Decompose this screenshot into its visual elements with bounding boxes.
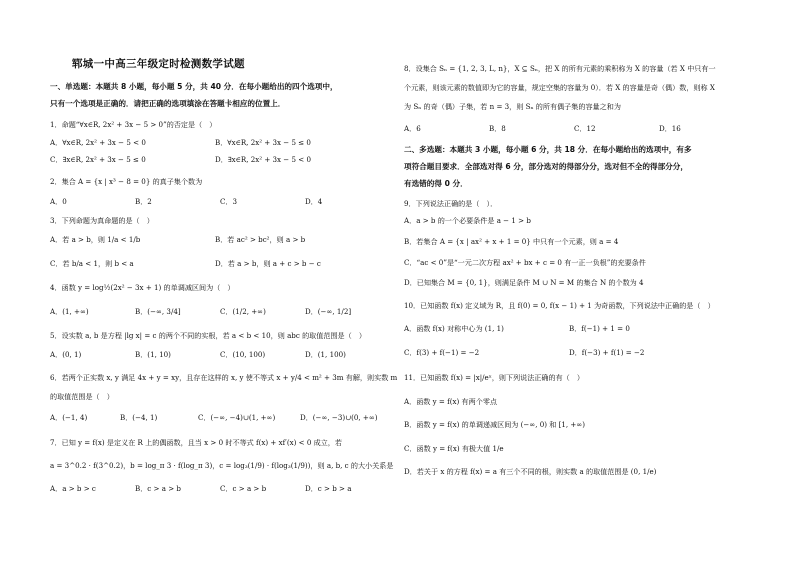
option-c: C．(10, 100) — [220, 350, 266, 359]
option-b: B．2 — [135, 197, 152, 206]
question-11-option-a: A．函数 y = f(x) 有两个零点 — [404, 397, 498, 406]
section-2-heading: 二、多选题：本题共 3 小题，每小题 6 分，共 18 分．在每小题给出的选项中，有多 — [404, 145, 692, 154]
option-b: B．∀x∈R, 2x² + 3x − 5 ≤ 0 — [215, 138, 311, 147]
option-d: D．(1, 100) — [305, 350, 346, 359]
question-9: 9．下列说法正确的是（ ）． — [404, 199, 498, 208]
option-d: D．(−∞, −3)∪(0, +∞) — [300, 413, 378, 422]
option-a: A．0 — [50, 197, 67, 206]
option-c: C．若 b/a < 1，则 b < a — [50, 259, 134, 268]
question-8: 8．设集合 Sₙ = {1, 2, 3, L, n}，X ⊆ Sₙ，把 X 的所有元素的乘积称为 X 的容量（若 X 中只有一 — [404, 64, 716, 73]
question-9-option-b: B．若集合 A = {x | ax² + x + 1 = 0} 中只有一个元素，则 a = 4 — [404, 237, 619, 246]
question-8-cont2: 为 Sₙ 的奇（偶）子集，若 n = 3，则 Sₙ 的所有偶子集的容量之和为 — [404, 102, 621, 111]
option-a: A．函数 f(x) 对称中心为 (1, 1) — [404, 324, 504, 333]
option-b: B．(−∞, 3/4] — [135, 307, 181, 316]
question-6-cont: 的取值范围是（ ） — [50, 392, 114, 401]
option-c: C．(1/2, +∞) — [220, 307, 266, 316]
option-c: C．12 — [574, 124, 596, 133]
option-b: B．(1, 10) — [135, 350, 171, 359]
option-a: A．6 — [404, 124, 421, 133]
question-2: 2．集合 A = {x | x³ − 8 = 0} 的真子集个数为 — [50, 177, 203, 186]
question-9-option-d: D．已知集合 M = {0, 1}，则满足条件 M ∪ N = M 的集合 N 的个数为 4 — [404, 278, 644, 287]
option-d: D．c > b > a — [305, 484, 352, 493]
question-10: 10．已知函数 f(x) 定义域为 R，且 f(0) = 0, f(x − 1) + 1 为奇函数，下列说法中正确的是（ ） — [404, 301, 715, 310]
question-3-options-row2 — [50, 259, 390, 269]
option-d: D．(−∞, 1/2] — [305, 307, 352, 316]
option-d: D．4 — [305, 197, 323, 206]
option-d: D．若 a > b，则 a + c > b − c — [215, 259, 321, 268]
option-b: B．(−4, 1) — [120, 413, 158, 422]
option-d: D．16 — [659, 124, 681, 133]
option-c: C．(−∞, −4)∪(1, +∞) — [198, 413, 276, 422]
option-d: D．∃x∈R, 2x² + 3x − 5 < 0 — [215, 155, 311, 164]
question-1-options-row2 — [50, 155, 390, 165]
option-a: A．(−1, 4) — [50, 413, 88, 422]
option-b: B．若 ac² > bc²，则 a > b — [215, 235, 306, 244]
section-1-heading-cont: 只有一个选项是正确的．请把正确的选项填涂在答题卡相应的位置上． — [50, 99, 286, 108]
option-a: A．(1, +∞) — [50, 307, 89, 316]
question-7-options — [50, 484, 390, 494]
option-b: B．8 — [489, 124, 506, 133]
option-c: C．∃x∈R, 2x² + 3x − 5 ≤ 0 — [50, 155, 146, 164]
question-11-option-d: D．若关于 x 的方程 f(x) = a 有三个不同的根，则实数 a 的取值范围是 (0, 1/e) — [404, 467, 657, 476]
question-11-option-c: C．函数 y = f(x) 有极大值 1/e — [404, 444, 504, 453]
section-2-heading-cont2: 有选错的得 0 分． — [404, 179, 468, 188]
question-6: 6．若两个正实数 x, y 满足 4x + y = xy，且存在这样的 x, y 使不等式 x + y/4 < m² + 3m 有解，则实数 m — [50, 373, 398, 382]
question-9-option-a: A．a > b 的一个必要条件是 a − 1 > b — [404, 216, 531, 225]
question-7: 7．已知 y = f(x) 是定义在 R 上的偶函数，且当 x > 0 时不等式 f(x) + xf′(x) < 0 成立，若 — [50, 438, 342, 447]
question-1: 1．命题“∀x∈R, 2x² + 3x − 5 > 0”的否定是（ ） — [50, 120, 217, 129]
question-6-options — [50, 413, 390, 423]
option-c: C．f(3) + f(−1) = −2 — [404, 348, 480, 357]
question-10-options-row1 — [404, 324, 744, 334]
option-c: C．3 — [220, 197, 238, 206]
question-3-options-row1 — [50, 235, 390, 245]
question-1-options-row1 — [50, 138, 390, 148]
question-10-options-row2 — [404, 348, 744, 358]
option-b: B．f(−1) + 1 = 0 — [569, 324, 630, 333]
question-5: 5．设实数 a, b 是方程 |lg x| = c 的两个不同的实根，若 a < b < 10，则 abc 的取值范围是（ ） — [50, 331, 366, 340]
option-c: C．c > a > b — [220, 484, 267, 493]
question-2-options — [50, 197, 390, 207]
question-11: 11．已知函数 f(x) = |x|/eˣ，则下列说法正确的有（ ） — [404, 373, 584, 382]
section-1-heading: 一、单选题：本题共 8 小题，每小题 5 分，共 40 分．在每小题给出的四个选项中， — [50, 82, 338, 91]
question-3: 3．下列命题为真命题的是（ ） — [50, 216, 154, 225]
section-2-heading-cont1: 项符合题目要求．全部选对得 6 分，部分选对的得部分分，选对但不全的得部分分， — [404, 162, 688, 171]
option-a: A．若 a > b，则 1/a < 1/b — [50, 235, 141, 244]
question-11-option-b: B．函数 y = f(x) 的单调递减区间为 (−∞, 0) 和 [1, +∞) — [404, 420, 586, 429]
question-8-options — [404, 124, 744, 134]
question-4-options — [50, 307, 390, 317]
question-5-options — [50, 350, 390, 360]
option-d: D．f(−3) + f(1) = −2 — [569, 348, 645, 357]
option-a: A．(0, 1) — [50, 350, 82, 359]
page-title: 郓城一中高三年级定时检测数学试题 — [72, 58, 245, 70]
question-8-cont1: 个元素，则该元素的数值即为它的容量，规定空集的容量为 0）．若 X 的容量是奇（偶）数，则称 X — [404, 83, 715, 92]
question-4: 4．函数 y = log½(2x² − 3x + 1) 的单调减区间为（ ） — [50, 283, 235, 292]
option-a: A．∀x∈R, 2x² + 3x − 5 < 0 — [50, 138, 146, 147]
option-a: A．a > b > c — [50, 484, 96, 493]
question-9-option-c: C．“ac < 0”是“一元二次方程 ax² + bx + c = 0 有一正一负根”的充要条件 — [404, 258, 646, 267]
option-b: B．c > a > b — [135, 484, 181, 493]
question-7-cont: a = 3^0.2 · f(3^0.2)，b = log_π 3 · f(log_π 3)，c = log₃(1/9) · f(log₃(1/9))，则 a, b, c 的大小关系是 — [50, 461, 394, 470]
